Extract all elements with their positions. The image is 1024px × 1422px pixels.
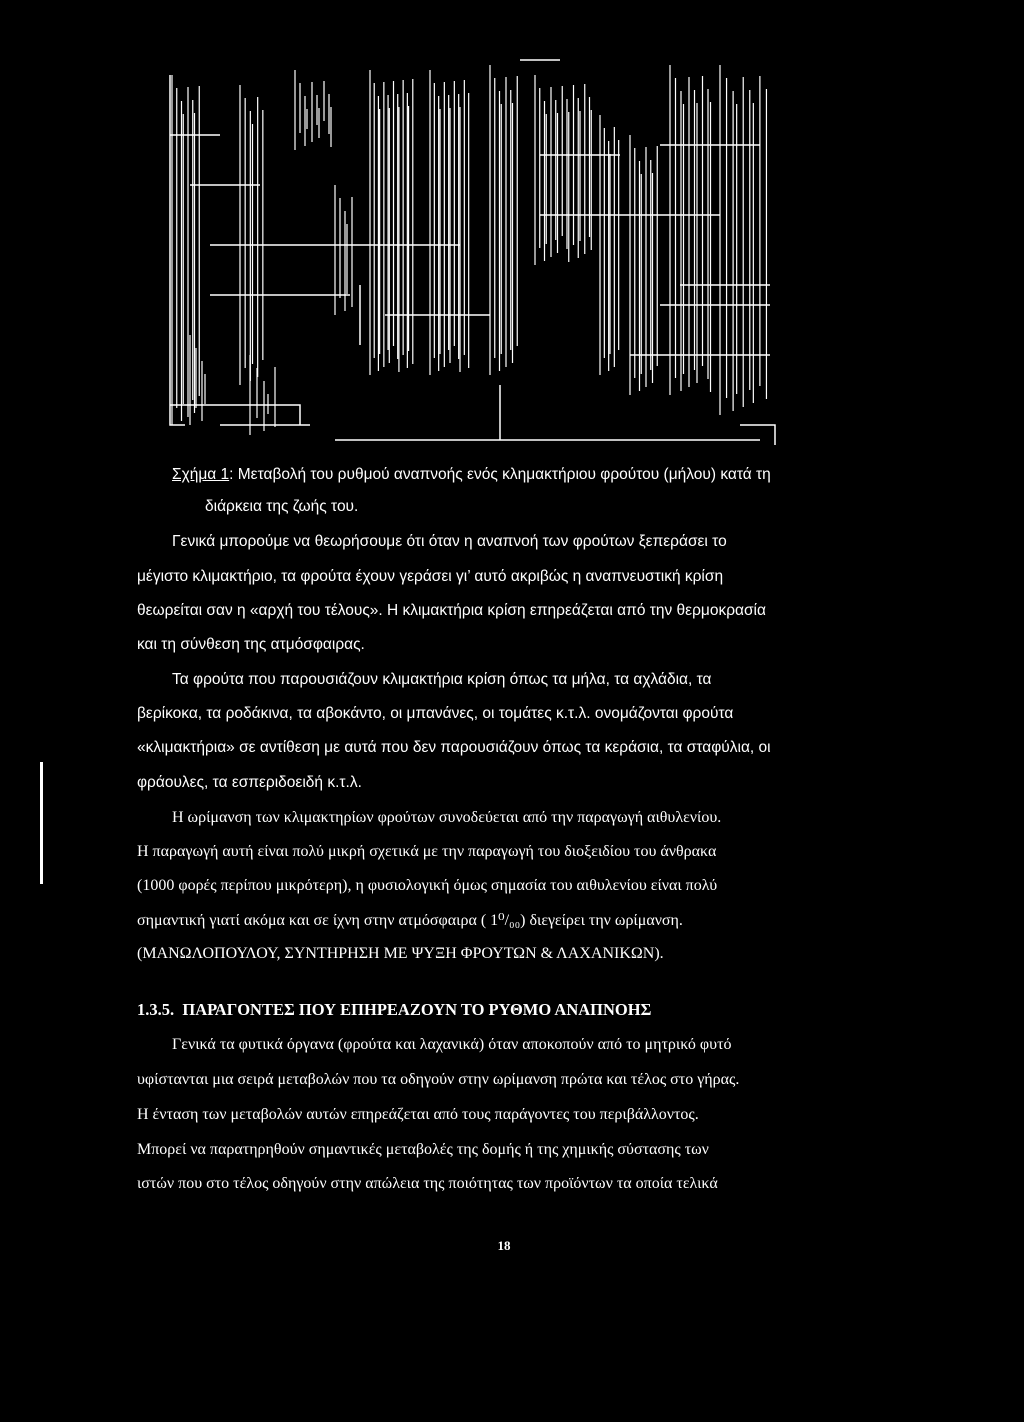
- section-paragraph-line-2: υφίστανται μια σειρά μεταβολών που τα οδηγούν στην ωρίμανση πρώτα και τέλος στο γήρας.: [137, 1071, 740, 1088]
- page-number: 18: [497, 1238, 511, 1253]
- section-paragraph-line-4: Μπορεί να παρατηρηθούν σημαντικές μεταβολές της δομής ή της χημικής σύστασης των: [137, 1141, 709, 1158]
- figure-caption-continued: διάρκεια της ζωής του.: [205, 498, 359, 515]
- section-paragraph-line-5: ιστών που στο τέλος οδηγούν στην απώλεια της ποιότητας των προϊόντων τα οποία τελικά: [137, 1175, 718, 1192]
- figure-graphic: [160, 55, 780, 455]
- paragraph-1-line-3: θεωρείται σαν η «αρχή του τέλους». Η κλιμακτήρια κρίση επηρεάζεται από την θερμοκρασία: [137, 602, 766, 619]
- paragraph-2-line-1: Τα φρούτα που παρουσιάζουν κλιμακτήρια κρίση όπως τα μήλα, τα αχλάδια, τα: [172, 671, 712, 688]
- section-heading: [137, 1000, 651, 1020]
- margin-revision-bar: [40, 762, 43, 884]
- paragraph-3-line-1: Η ωρίμανση των κλιμακτηρίων φρούτων συνοδεύεται από την παραγωγή αιθυλενίου.: [172, 809, 722, 826]
- section-paragraph-line-1: Γενικά τα φυτικά όργανα (φρούτα και λαχανικά) όταν αποκοπούν από το μητρικό φυτό: [172, 1036, 732, 1053]
- paragraph-1-line-1: Γενικά μπορούμε να θεωρήσουμε ότι όταν η αναπνοή των φρούτων ξεπεράσει το: [172, 533, 727, 550]
- figure-respiration-diagram: [160, 55, 780, 455]
- paragraph-3-line-5: (ΜΑΝΩΛΟΠΟΥΛΟΥ, ΣΥΝΤΗΡΗΣΗ ΜΕ ΨΥΞΗ ΦΡΟΥΤΩΝ & ΛΑΧΑΝΙΚΩΝ).: [137, 945, 664, 962]
- figure-caption-text: : Μεταβολή του ρυθμού αναπνοής ενός κλημακτήριου φρούτου (μήλου) κατά τη: [229, 466, 771, 483]
- paragraph-2-line-3: «κλιμακτήρια» σε αντίθεση με αυτά που δεν παρουσιάζουν όπως τα κεράσια, τα σταφύλια, οι: [137, 739, 771, 756]
- paragraph-2-line-2: βερίκοκα, τα ροδάκινα, τα αβοκάντο, οι μπανάνες, οι τομάτες κ.τ.λ. ονομάζονται φρούτα: [137, 705, 734, 722]
- paragraph-3-line-4: σημαντική γιατί ακόμα και σε ίχνη στην ατμόσφαιρα ( 1⁰/₀₀) διεγείρει την ωρίμανση.: [137, 912, 683, 929]
- figure-bars: [172, 65, 766, 435]
- section-title: ΠΑΡΑΓΟΝΤΕΣ ΠΟΥ ΕΠΗΡΕΑΖΟΥΝ ΤΟ ΡΥΘΜΟ ΑΝΑΠΝΟΗΣ: [182, 1000, 652, 1019]
- figure-caption: [172, 465, 771, 485]
- figure-caption-label: Σχήμα 1: [172, 466, 230, 483]
- paragraph-1-line-2: μέγιστο κλιμακτήριο, τα φρούτα έχουν γεράσει γι’ αυτό ακριβώς η αναπνευστική κρίση: [137, 568, 724, 585]
- paragraph-1-line-4: και τη σύνθεση της ατμόσφαιρας.: [137, 636, 365, 653]
- section-number: 1.3.5.: [137, 1000, 175, 1019]
- section-paragraph-line-3: Η ένταση των μεταβολών αυτών επηρεάζεται από τους παράγοντες του περιβάλλοντος.: [137, 1106, 699, 1123]
- paragraph-3-line-3: (1000 φορές περίπου μικρότερη), η φυσιολογική όμως σημασία του αιθυλενίου είναι πολύ: [137, 877, 718, 894]
- paragraph-3-line-2: Η παραγωγή αυτή είναι πολύ μικρή σχετικά με την παραγωγή του διοξειδίου του άνθρακα: [137, 843, 717, 860]
- paragraph-2-line-4: φράουλες, τα εσπεριδοειδή κ.τ.λ.: [137, 774, 362, 791]
